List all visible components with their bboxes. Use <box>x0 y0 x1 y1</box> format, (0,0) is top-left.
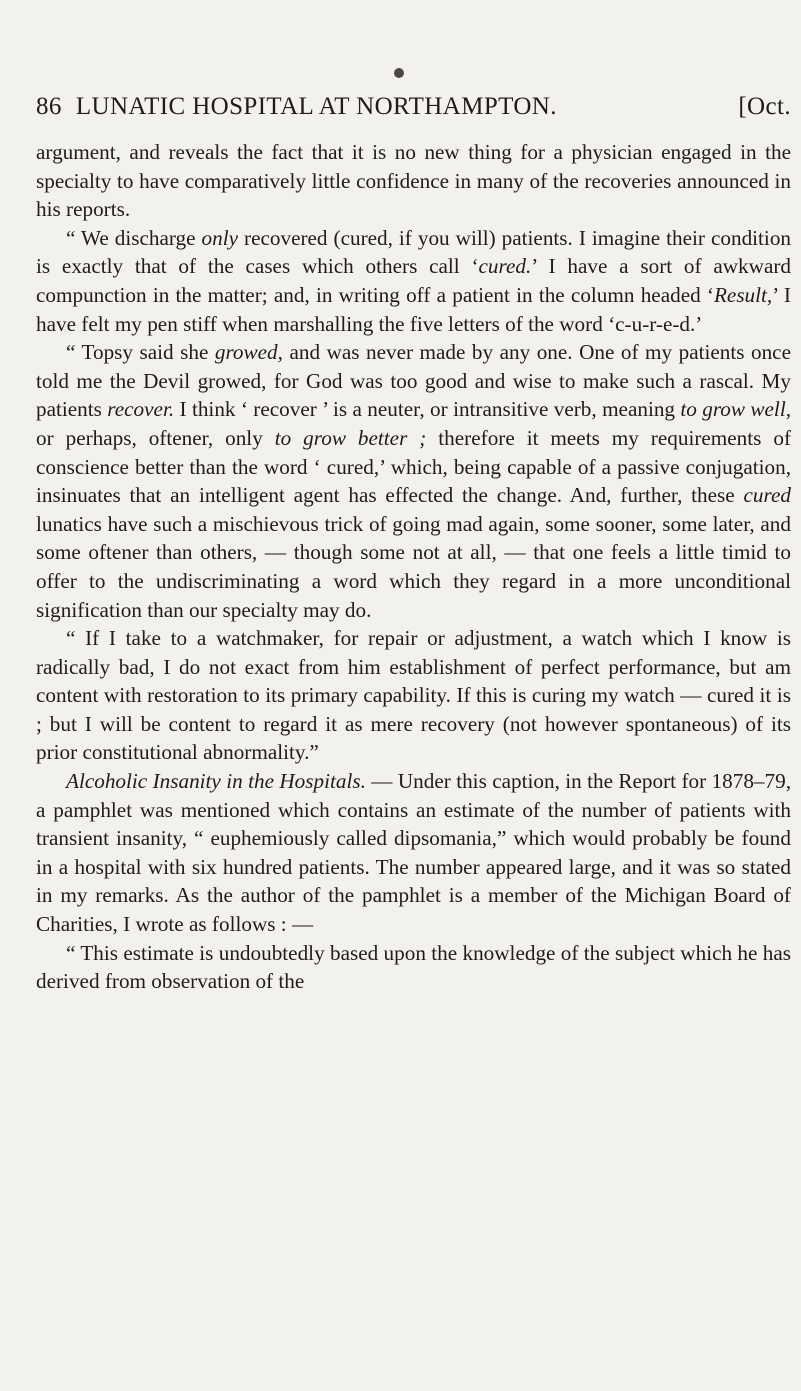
italic-text: to grow better ; <box>274 425 427 450</box>
text-run: “ This estimate is undoubtedly based upon the knowledge of the subject which he has derived from observation of the <box>36 940 791 994</box>
italic-text: growed, <box>214 340 283 365</box>
book-page <box>36 0 791 1391</box>
text-run: recovered (cured, if you will) patients. I imagine their condition is exactly that of the cases which others call ‘ <box>36 225 792 279</box>
paragraph <box>36 939 791 996</box>
text-run: and was never made by any one. One of my patients once told me the Devil growed, for God was too good and wise to make such a rascal. My patients <box>36 340 791 422</box>
text-run: or perhaps, oftener, only <box>36 425 275 450</box>
italic-text: Result, <box>713 282 773 307</box>
text-run: — Under this caption, in the Report for 1878–79, a pamphlet was mentioned which contains an estimate of the number of patients with transient insanity, “ euphemiously called dipsomania,” which would probably be found in a hospital with six hundred patients. The number appeared large, and it was so stated in my remarks. As the author of the pamphlet is a member of the Michigan Board of Charities, I wrote as follows : — <box>36 769 791 937</box>
ink-dot-ornament <box>394 68 404 78</box>
text-run: I think ‘ recover ’ is a neuter, or intransitive verb, meaning <box>174 397 681 422</box>
italic-text: Alcoholic Insanity in the Hospitals. <box>66 769 366 794</box>
running-title: LUNATIC HOSPITAL AT NORTHAMPTON. <box>75 93 557 120</box>
body-text <box>36 138 791 996</box>
text-run: “ Topsy said she <box>66 340 215 365</box>
italic-text: only <box>201 225 239 250</box>
text-run: ’ I have a sort of awkward compunction in the matter; and, in writing off a patient in the column headed ‘ <box>36 254 791 307</box>
italic-text: cured <box>743 483 791 508</box>
italic-text: to grow well, <box>680 397 792 422</box>
running-head <box>36 92 791 122</box>
section-mark: [Oct. <box>738 93 791 120</box>
italic-text: cured. <box>478 254 532 279</box>
paragraph <box>36 138 791 224</box>
text-run: argument, and reveals the fact that it is no new thing for a physician engaged in the specialty to have comparatively little confidence in many of the recoveries announced in his reports. <box>36 140 791 222</box>
paragraph <box>36 224 791 338</box>
paragraph <box>36 767 791 939</box>
text-run: ’ I have felt my pen stiff when marshalling the five letters of the word ‘c-u-r-e-d.’ <box>36 282 791 336</box>
text-run: “ We discharge <box>66 225 202 250</box>
paragraph <box>36 338 791 624</box>
text-run: “ If I take to a watchmaker, for repair or adjustment, a watch which I know is radically bad, I do not exact from him establishment of perfect performance, but am content with restoration to its primary capability. If this is curing my watch — cured it is ; but I will be content to regard it as mere recovery (not however spontaneous) of its prior constitutional abnormality.” <box>36 626 791 765</box>
paragraph <box>36 624 791 767</box>
text-run: therefore it meets my requirements of conscience better than the word ‘ cured,’ which, being capable of a passive conjugation, insinuates that an intelligent agent has effected the change. And, further, these <box>36 425 792 508</box>
italic-text: recover. <box>107 397 175 422</box>
text-run: lunatics have such a mischievous trick of going mad again, some sooner, some later, and some oftener than others, — though some not at all, — that one feels a little timid to offer to the undiscriminating a word which they regard in a more unconditional signification than our specialty may do. <box>36 511 791 622</box>
page-number: 86 <box>36 93 62 120</box>
